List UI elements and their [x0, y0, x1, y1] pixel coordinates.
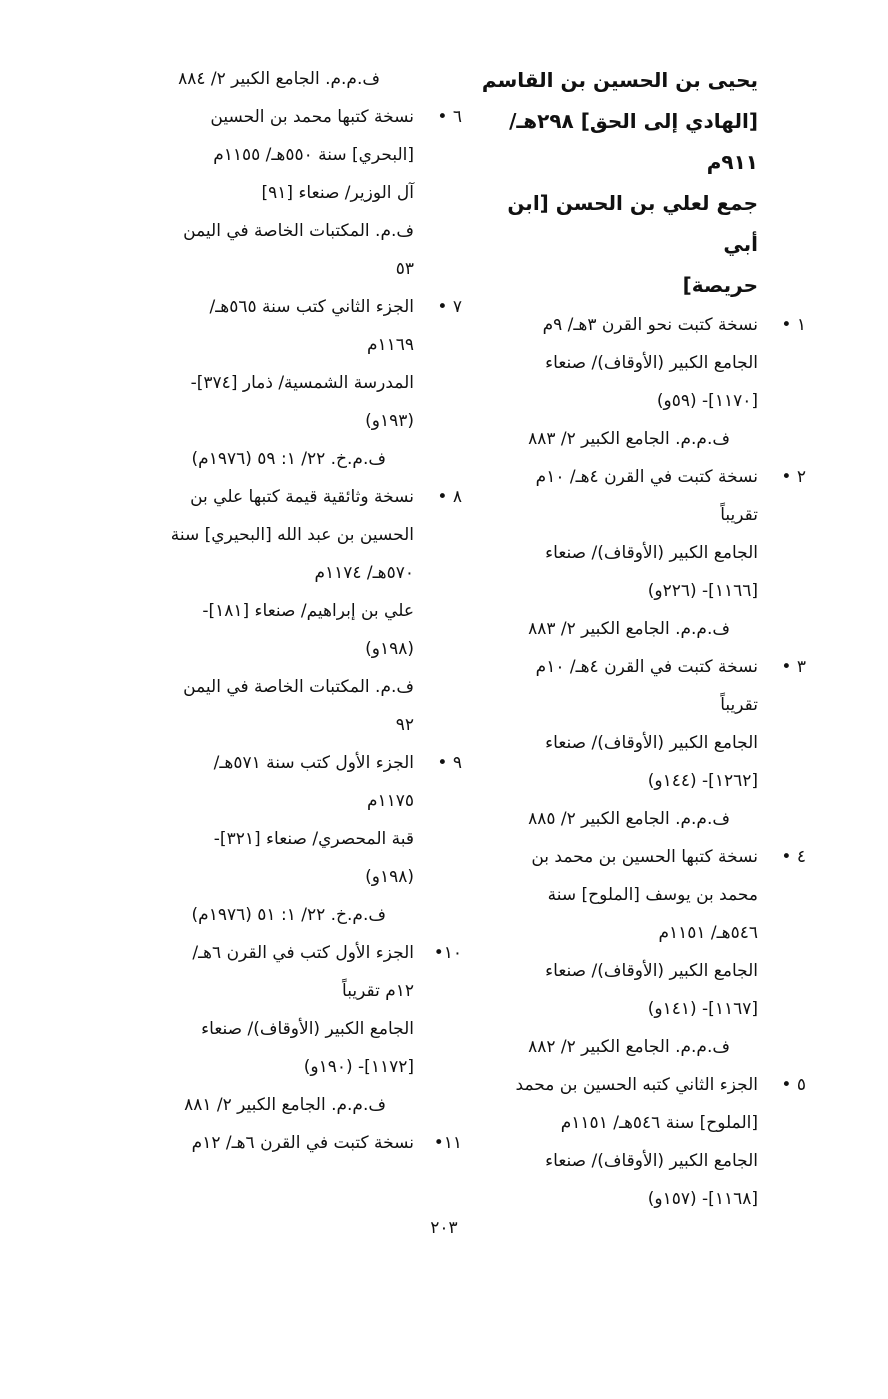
entry-number: ٩ •: [437, 753, 462, 773]
entry-line: تقريباً: [720, 505, 758, 525]
page-number: ٢٠٣: [430, 1218, 458, 1238]
manuscript-entry: [110, 478, 462, 744]
entry-line: المدرسة الشمسية/ ذمار [٣٧٤]-: [190, 373, 414, 393]
right-entry-list: [468, 306, 806, 1218]
entry-line: محمد بن يوسف [الملوح] سنة: [547, 885, 758, 905]
entry-line: الجزء الأول كتب في القرن ٦هـ/: [192, 943, 414, 963]
entry-line: نسخة كتبت نحو القرن ٣هـ/ ٩م: [542, 315, 758, 335]
entry-line: ٥٤٦هـ/ ١١٥١م: [658, 923, 758, 943]
entry-number: ٢ •: [781, 467, 806, 487]
left-column: [110, 60, 462, 1162]
entry-line: ١٢م تقريباً: [342, 981, 414, 1001]
catalog-reference: ف.م.خ. ٢٢/ ١: ٥٩ (١٩٧٦م): [191, 449, 386, 469]
catalog-reference: ف.م.م. الجامع الكبير ٢/ ٨٨١: [184, 1095, 386, 1115]
catalog-reference: ف.م.خ. ٢٢/ ١: ٥١ (١٩٧٦م): [191, 905, 386, 925]
entry-line: الجامع الكبير (الأوقاف)/ صنعاء: [201, 1019, 414, 1039]
entry-number: ٥ •: [781, 1075, 806, 1095]
entry-line: الجزء الثاني كتب سنة ٥٦٥هـ/: [209, 297, 414, 317]
entry-number: ٤ •: [781, 847, 806, 867]
entry-line: الجزء الثاني كتبه الحسين بن محمد: [515, 1075, 758, 1095]
entry-line: (١٩٣و): [365, 411, 414, 431]
entry-line: [١١٧٢]- (١٩٠و): [303, 1057, 414, 1077]
entry-line: ٥٣: [395, 259, 414, 279]
manuscript-entry: [468, 838, 806, 1066]
manuscript-entry: [468, 306, 806, 458]
entry-line: [البحري] سنة ٥٥٠هـ/ ١١٥٥م: [213, 145, 414, 165]
entry-number: ٨ •: [437, 487, 462, 507]
entry-line: نسخة كتبها الحسين بن محمد بن: [531, 847, 758, 867]
entry-line: [الملوح] سنة ٥٤٦هـ/ ١١٥١م: [560, 1113, 758, 1133]
entry-line: ٩٢: [395, 715, 414, 735]
entry-line: [١٢٦٢]- (١٤٤و): [647, 771, 758, 791]
entry-number: ١١•: [433, 1133, 462, 1153]
entry-line: ٥٧٠هـ/ ١١٧٤م: [314, 563, 414, 583]
entry-line: ١١٦٩م: [366, 335, 414, 355]
entry-number: ١٠•: [433, 943, 462, 963]
entry-line: ١١٧٥م: [366, 791, 414, 811]
entry-line: (١٩٨و): [365, 639, 414, 659]
entry-line: آل الوزير/ صنعاء [٩١]: [261, 183, 414, 203]
entry-line: نسخة وثائقية قيمة كتبها علي بن: [190, 487, 414, 507]
entry-line: [١١٦٦]- (٢٢٦و): [647, 581, 758, 601]
title-line: حريصة]: [682, 273, 758, 297]
entry-line: الجامع الكبير (الأوقاف)/ صنعاء: [545, 961, 758, 981]
entry-line: الجامع الكبير (الأوقاف)/ صنعاء: [545, 543, 758, 563]
manuscript-entry: [468, 648, 806, 838]
manuscript-entry: [110, 288, 462, 478]
entry-line: (١٩٨و): [365, 867, 414, 887]
entry-line: علي بن إبراهيم/ صنعاء [١٨١]-: [202, 601, 414, 621]
continued-reference: ف.م.م. الجامع الكبير ٢/ ٨٨٤: [178, 69, 380, 89]
manuscript-entry: [468, 1066, 806, 1218]
entry-line: نسخة كتبت في القرن ٤هـ/ ١٠م: [535, 467, 758, 487]
catalog-reference: ف.م.م. الجامع الكبير ٢/ ٨٨٢: [528, 1037, 730, 1057]
left-entry-list: [110, 98, 462, 1162]
manuscript-entry: [110, 1124, 462, 1162]
entry-number: ٧ •: [437, 297, 462, 317]
entry-line: ف.م. المكتبات الخاصة في اليمن: [183, 677, 414, 697]
manuscript-entry: [110, 98, 462, 288]
catalog-reference: ف.م.م. الجامع الكبير ٢/ ٨٨٣: [528, 619, 730, 639]
entry-line: [١١٧٠]- (٥٩و): [656, 391, 758, 411]
entry-line: نسخة كتبها محمد بن الحسين: [210, 107, 414, 127]
author-heading: [468, 60, 758, 306]
entry-line: الجامع الكبير (الأوقاف)/ صنعاء: [545, 733, 758, 753]
entry-line: نسخة كتبت في القرن ٦هـ/ ١٢م: [191, 1133, 414, 1153]
catalog-reference: ف.م.م. الجامع الكبير ٢/ ٨٨٥: [528, 809, 730, 829]
catalog-reference: ف.م.م. الجامع الكبير ٢/ ٨٨٣: [528, 429, 730, 449]
author-line: [الهادي إلى الحق] ٢٩٨هـ/: [509, 109, 758, 133]
manuscript-entry: [468, 458, 806, 648]
entry-number: ٣ •: [781, 657, 806, 677]
author-line: يحيى بن الحسين بن القاسم: [481, 68, 758, 92]
author-line: ٩١١م: [706, 150, 758, 174]
manuscript-entry: [110, 934, 462, 1124]
entry-line: تقريباً: [720, 695, 758, 715]
entry-line: قبة المحصري/ صنعاء [٣٢١]-: [213, 829, 414, 849]
entry-number: ٦ •: [437, 107, 462, 127]
entry-line: الحسين بن عبد الله [البحيري] سنة: [170, 525, 414, 545]
entry-number: ١ •: [781, 315, 806, 335]
title-line: جمع لعلي بن الحسن [ابن أبي: [507, 191, 758, 256]
entry-line: الجزء الأول كتب سنة ٥٧١هـ/: [213, 753, 414, 773]
entry-line: [١١٦٨]- (١٥٧و): [647, 1189, 758, 1209]
entry-line: نسخة كتبت في القرن ٤هـ/ ١٠م: [535, 657, 758, 677]
manuscript-entry: [110, 744, 462, 934]
right-column: [468, 60, 806, 1218]
entry-line: [١١٦٧]- (١٤١و): [647, 999, 758, 1019]
entry-line: الجامع الكبير (الأوقاف)/ صنعاء: [545, 353, 758, 373]
entry-line: الجامع الكبير (الأوقاف)/ صنعاء: [545, 1151, 758, 1171]
entry-line: ف.م. المكتبات الخاصة في اليمن: [183, 221, 414, 241]
